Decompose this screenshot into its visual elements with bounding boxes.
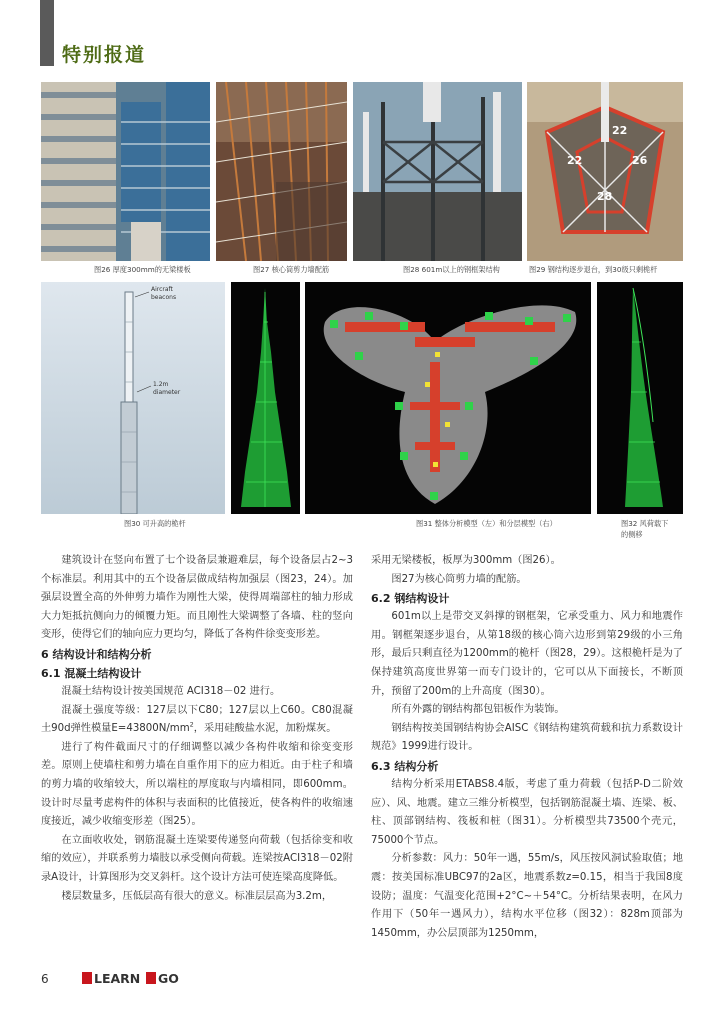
heading-section-6-3: 6.3 结构分析 (371, 759, 439, 773)
fig30-beacon-label-1: Aircraft (151, 286, 173, 293)
fig32-caption-line2: 的侧移 (621, 530, 643, 539)
left-paragraph-3-text: 混凝土强度等级：127层以下C80；127层以上C60。C80混凝土90d弹性模量E=43800N/mm (41, 704, 353, 735)
fig27-photo (216, 82, 347, 261)
fig26-caption: 图26 厚度300mm的无梁楼板 (94, 265, 191, 274)
page-number: 6 (41, 972, 49, 986)
fig31-tower-model (231, 282, 300, 514)
fig31-caption: 图31 整体分析模型（左）和分层模型（右） (416, 519, 557, 528)
fig29-floor-label-b: 22 (567, 154, 583, 167)
fig26-photo (41, 82, 210, 261)
fig28-photo (353, 82, 522, 261)
fig30-photo (41, 282, 225, 514)
heading-section-6-2: 6.2 钢结构设计 (371, 592, 450, 606)
fig28-caption: 图28 601m以上的钢框架结构 (403, 265, 500, 274)
fig29-photo (527, 82, 683, 261)
fig32-photo (597, 282, 683, 514)
left-paragraph-2: 混凝土结构设计按美国规范 ACI318－02 进行。 (61, 685, 281, 697)
logo-text-go: GO (158, 971, 179, 986)
learnngo-logo (82, 970, 192, 986)
left-paragraph-3 (41, 702, 353, 739)
fig29-floor-label-c: 26 (632, 154, 648, 167)
right-paragraph-2: 图27为核心筒剪力墙的配筋。 (391, 573, 527, 585)
right-paragraph-4: 所有外露的钢结构都包铝板作为装饰。 (391, 704, 565, 716)
fig29-floor-label-a: 22 (612, 124, 628, 137)
heading-section-6: 6 结构设计和结构分析 (41, 647, 152, 661)
right-paragraph-1: 采用无梁楼板，板厚为300mm（图26）。 (371, 555, 561, 566)
right-paragraph-5: 钢结构按美国钢结构协会AISC《钢结构建筑荷载和抗力系数设计规范》1999进行设计。 (371, 722, 683, 753)
right-paragraph-6: 结构分析采用ETABS8.4版，考虑了重力荷载（包括P-D二阶效应）、风、地震。建立三维分析模型，包括钢筋混凝土墙、连梁、板、柱、顶部钢结构、筏板和桩（图31）。分析模型共73500个壳元，75000个节点。 (371, 778, 683, 846)
fig29-floor-label-d: 28 (597, 190, 613, 203)
left-paragraph-1: 建筑设计在竖向布置了七个设备层兼避难层，每个设备层占2~3个标准层。利用其中的五个设备层做成结构加强层（图23，24）。加强层设置全高的外伸剪力墙作为刚性大梁，使得周端部柱的轴力形成大力矩抵抗侧向力的倾覆力矩。而且刚性大梁调整了各墙、柱的竖向变形，使得它们的轴向应力更均匀，降低了各构件徐变变形差。 (41, 555, 353, 641)
fig30-beacon-label-2: beacons (151, 294, 177, 301)
right-paragraph-3: 601m以上是带交叉斜撑的钢框架，它承受重力、风力和地震作用。钢框架逐步退台，从第18级的核心筒六边形到第29级的小三角形，最后只剩直径为1200mm的桅杆（图28，29）。这根桅杆是为了保持建筑高度世界第一而专门设计的，它可以从下面接长，不断顶升，预留了200m的上升高度（图30）。 (371, 611, 683, 697)
right-text-column (371, 552, 683, 943)
section-tab-bar (40, 0, 54, 66)
fig30-caption: 图30 可升高的桅杆 (124, 519, 186, 528)
fig27-caption: 图27 核心筒剪力墙配筋 (253, 265, 330, 274)
heading-section-6-1: 6.1 混凝土结构设计 (41, 666, 142, 680)
left-paragraph-3-tail: ，采用硅酸盐水泥，加粉煤灰。 (193, 723, 337, 735)
fig31-floor-plan-model (305, 282, 591, 514)
fig29-caption: 图29 钢结构逐步退台，到30级只剩桅杆 (529, 265, 658, 274)
left-paragraph-5: 在立面收收处，钢筋混凝土连梁要传递竖向荷载（包括徐变和收缩的效应），并联系剪力墙肢以承受侧向荷载。连梁按ACI318－02附录A设计，计算图形为交叉斜杆。这个设计方法可使连梁高度降低。 (41, 834, 353, 883)
fig32-caption-line1: 图32 风荷载下 (621, 519, 669, 528)
logo-text-learn: LEARN (94, 971, 141, 986)
left-paragraph-3-superscript: 2 (189, 720, 194, 729)
left-text-column (41, 552, 353, 906)
left-paragraph-6: 楼层数量多，压低层高有很大的意义。标准层层高为3.2m， (61, 890, 333, 902)
section-title: 特别报道 (62, 44, 147, 66)
fig30-diameter-label-1: 1.2m (153, 381, 169, 388)
right-paragraph-7: 分析参数：风力：50年一遇，55m/s，风压按风洞试验取值；地震：按美国标准UBC97的2a区，地震系数z=0.15，相当于我国8度设防；温度：气温变化范围+2°C~＋54°C。分析结果表明，在风力作用下（50年一遇风力），结构水平位移（图32）：828m顶部为1450mm，办公层顶部为1250mm， (371, 853, 683, 939)
fig30-diameter-label-2: diameter (153, 389, 181, 396)
left-paragraph-4: 进行了构件截面尺寸的仔细调整以减少各构件收缩和徐变变形差。原则上使墙柱和剪力墙在自重作用下的应力相近。由于柱子和墙的剪力墙的收缩较大，所以端柱的厚度取与内墙相同，即600mm。设计时尽量考虑构件的体积与表面积的比值接近，使各构件的收缩速度接近，减少收缩变形差（图25）。 (41, 741, 353, 828)
